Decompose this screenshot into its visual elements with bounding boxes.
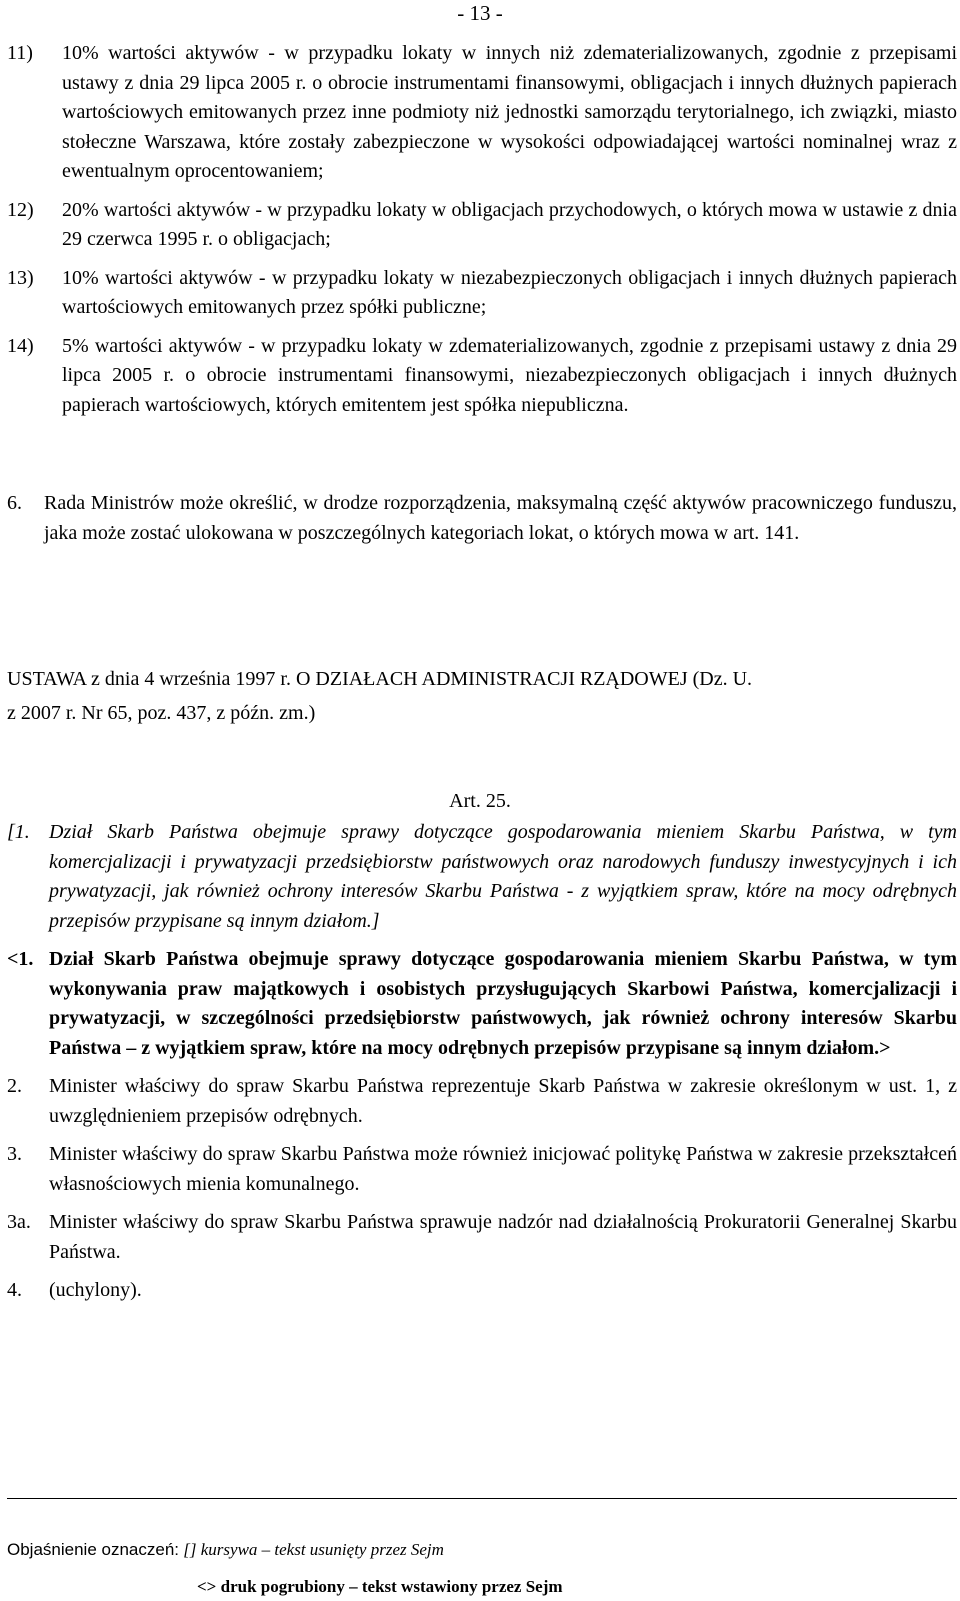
act-heading-line: z 2007 r. Nr 65, poz. 437, z późn. zm.) [7, 702, 316, 724]
article-item-text: Dział Skarb Państwa obejmuje sprawy dotyczące gospodarowania mieniem Skarbu Państwa, w tym komercjalizacji i prywatyzacji przedsiębiorstw państwowych oraz narodowych funduszy inwestycyjnych i ich prywatyzacji, jak również ochrony interesów Skarbu Państwa - z wyjątkiem spraw, które na mocy odrębnych przepisów przypisane są innym działom.] [49, 821, 957, 932]
article-item-number: 3a. [7, 1211, 31, 1233]
investment-limits-list [7, 39, 957, 420]
article-item-number: [1. [7, 821, 30, 843]
list-item [7, 332, 957, 421]
list-item-number: 12) [7, 198, 34, 221]
article-item-text: Minister właściwy do spraw Skarbu Państwa sprawuje nadzór nad działalnością Prokuratorii Generalnej Skarbu Państwa. [49, 1211, 957, 1263]
list-item-number: 11) [7, 42, 33, 64]
legend-line-1 [7, 1539, 444, 1561]
section-6 [7, 489, 957, 548]
article-item-number: 3. [7, 1143, 22, 1165]
article-item-text: Dział Skarb Państwa obejmuje sprawy dotyczące gospodarowania mieniem Skarbu Państwa, w tym wykonywania praw majątkowych i osobistych przysługujących Skarbowi Państwa, komercjalizacji i prywatyzacji, w szczególności przedsiębiorstw państwowych, jak również ochrony interesów Skarbu Państwa – z wyjątkiem spraw, które na mocy odrębnych przepisów przypisane są innym działom.> [49, 948, 957, 1059]
list-item-text: 5% wartości aktywów - w przypadku lokaty w zdematerializowanych, zgodnie z przepisami ustawy z dnia 29 lipca 2005 r. o obrocie instrumentami finansowymi, niezabezpieczonych obligacjach i innych dłużnych papierach wartościowych, których emitentem jest spółka niepubliczna. [62, 334, 957, 416]
act-heading [7, 662, 957, 730]
article-body [7, 818, 957, 1306]
article-item [7, 1072, 957, 1131]
section-text: Rada Ministrów może określić, w drodze rozporządzenia, maksymalną część aktywów pracowniczego funduszu, jaka może zostać ulokowana w poszczególnych kategoriach lokat, o których mowa w art. 141. [44, 492, 957, 544]
article-title: Art. 25. [449, 790, 511, 812]
act-heading-line: USTAWA z dnia 4 września 1997 r. O DZIAŁACH ADMINISTRACJI RZĄDOWEJ (Dz. U. [7, 668, 753, 690]
article-item-deleted [7, 818, 957, 936]
list-item [7, 264, 957, 323]
article-item-number: 4. [7, 1279, 22, 1301]
page-number: - 13 - [457, 1, 503, 25]
article-item [7, 1140, 957, 1199]
footer-divider [7, 1498, 957, 1499]
list-item-text: 20% wartości aktywów - w przypadku lokaty w obligacjach przychodowych, o których mowa w ustawie z dnia 29 czerwca 1995 r. o obligacjach; [62, 198, 957, 250]
article-item-text: (uchylony). [49, 1279, 142, 1301]
list-item-text: 10% wartości aktywów - w przypadku lokaty w niezabezpieczonych obligacjach i innych dłużnych papierach wartościowych emitowanych przez spółki publiczne; [62, 266, 957, 318]
list-item-number: 13) [7, 266, 34, 289]
article-item-text: Minister właściwy do spraw Skarbu Państwa reprezentuje Skarb Państwa w zakresie określonym w ust. 1, z uwzględnieniem przepisów odrębnych. [49, 1075, 957, 1127]
legend-bold-note: <> druk pogrubiony – tekst wstawiony przez Sejm [197, 1577, 563, 1596]
list-item [7, 196, 957, 255]
legend-label: Objaśnienie oznaczeń: [7, 1540, 180, 1559]
list-item-number: 14) [7, 334, 34, 357]
list-item [7, 39, 957, 187]
article-item-text: Minister właściwy do spraw Skarbu Państwa może również inicjować politykę Państwa w zakresie przekształceń własnościowych mienia komunalnego. [49, 1143, 957, 1195]
list-item-text: 10% wartości aktywów - w przypadku lokaty w innych niż zdematerializowanych, zgodnie z przepisami ustawy z dnia 29 lipca 2005 r. o obrocie instrumentami finansowymi, obligacjach i innych dłużnych papierach wartościowych emitowanych przez inne podmioty niż jednostki samorządu terytorialnego, ich związki, miasto stołeczne Warszawa, które zostały zabezpieczone w wysokości odpowiadającej wartości nominalnej wraz z ewentualnym oprocentowaniem; [62, 42, 957, 182]
section-number: 6. [7, 492, 22, 514]
article-item [7, 1276, 957, 1306]
article-item-number: <1. [7, 948, 34, 970]
legend-italic-note: [] kursywa – tekst usunięty przez Sejm [183, 1540, 444, 1559]
article-item [7, 1208, 957, 1267]
article-item-inserted [7, 945, 957, 1063]
article-item-number: 2. [7, 1075, 22, 1097]
